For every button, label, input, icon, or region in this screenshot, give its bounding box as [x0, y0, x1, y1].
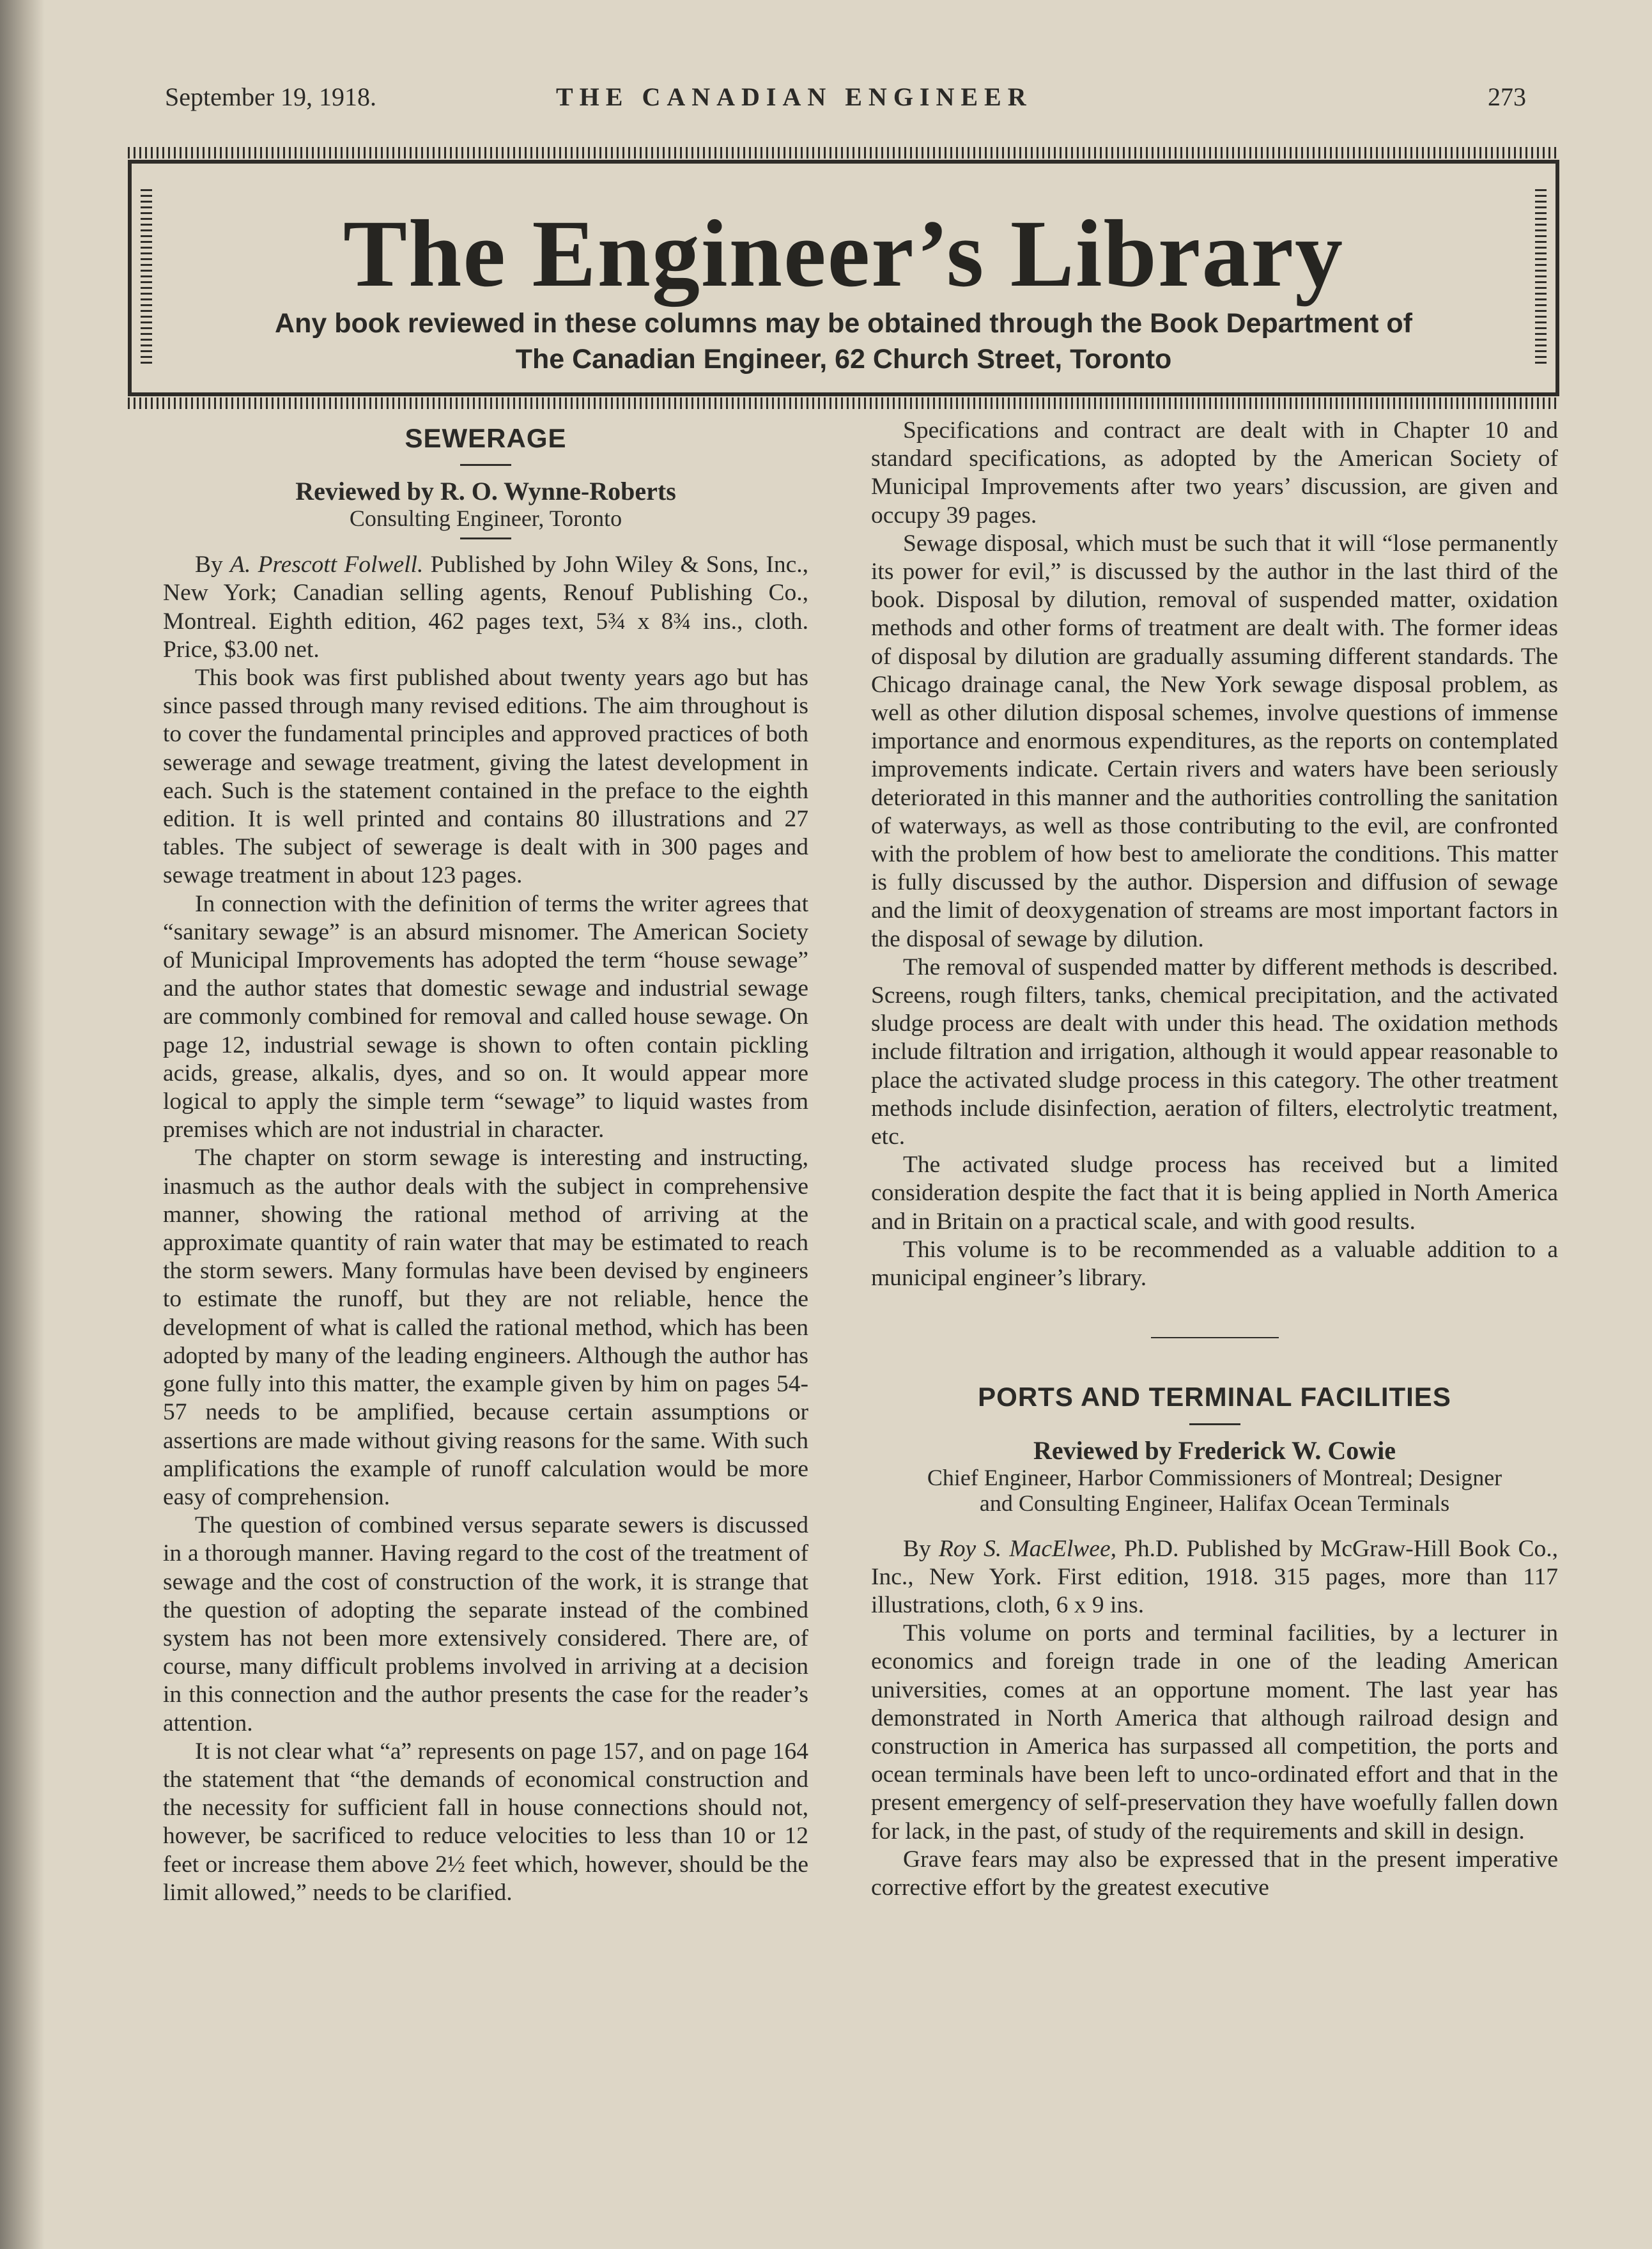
reviewer-role-line-2: and Consulting Engineer, Halifax Ocean Terminals: [979, 1490, 1450, 1516]
review-paragraph: This volume on ports and terminal facilities, by a lecturer in economics and foreign trade in one of the leading American universities, comes at an opportune moment. The last year has demonstrated in North America that although railroad design and construction in America has surpassed all competition, the ports and ocean terminals have been left to unco-ordinated effort and that in the present emergency of self-preservation they have woefully fallen down for lack, in the past, of study of the requirements and skill in design.: [871, 1620, 1558, 1844]
reviewer-name: Reviewed by R. O. Wynne-Roberts: [295, 477, 676, 506]
right-column: [871, 417, 1558, 1902]
reviewer-name: Reviewed by Frederick W. Cowie: [1033, 1435, 1396, 1465]
banner-title: The Engineer’s Library: [343, 201, 1345, 307]
section-heading-sewerage: SEWERAGE: [405, 423, 567, 453]
heading-rule: [1189, 1423, 1240, 1425]
left-column: [163, 417, 808, 1907]
publication-details: [871, 1535, 1558, 1620]
library-banner: [128, 160, 1559, 396]
review-paragraph: The removal of suspended matter by different methods is described. Screens, rough filters, tanks, chemical precipitation, and the activated sludge process are dealt with under this head. The oxidation methods include filtration and irrigation, although it would appear reasonable to place the activated sludge process in this category. The other treatment methods include disinfection, aeration of filters, electrolytic treatment, etc.: [871, 954, 1558, 1150]
banner-note: [132, 305, 1556, 377]
section-heading-ports: PORTS AND TERMINAL FACILITIES: [978, 1382, 1451, 1412]
running-head-title: THE CANADIAN ENGINEER: [556, 82, 1033, 111]
review-paragraph: This volume is to be recommended as a valuable addition to a municipal engineer’s library.: [871, 1236, 1558, 1292]
running-head-date: September 19, 1918.: [165, 82, 377, 111]
review-paragraph: The question of combined versus separate sewers is discussed in a thorough manner. Having regard to the cost of the treatment of sewage and the cost of construction of the work, it is strange that the question of adopting the separate instead of the combined system has not been more extensively considered. There are, of course, many difficult problems involved in arriving at a decision in this connection and the author presents the case for the reader’s attention.: [163, 1512, 808, 1736]
section-divider: [1151, 1337, 1279, 1338]
publication-details: [163, 551, 808, 664]
heading-rule: [460, 464, 511, 466]
reviewer-role-line-1: Chief Engineer, Harbor Commissioners of Montreal; Designer: [927, 1464, 1502, 1490]
book-author: A. Prescott Folwell.: [230, 552, 424, 578]
publication-info: Ph.D. Published by McGraw-Hill Book Co., Inc., New York. First edition, 1918. 315 pages, more than 117 illustrations, cloth, 6 x 9 ins.: [871, 1535, 1558, 1618]
review-paragraph: Grave fears may also be expressed that in the present imperative corrective effort by the greatest executive: [871, 1846, 1558, 1901]
review-paragraph: Sewage disposal, which must be such that it will “lose permanently its power for evil,” is discussed by the author in the last third of the book. Disposal by dilution, removal of suspended matter, oxidation methods and other forms of treatment are dealt with. The former ideas of disposal by dilution are gradually assuming different standards. The Chicago drainage canal, the New York sewage disposal problem, as well as other dilution disposal schemes, involve questions of immense importance and enormous expenditures, as the reports on contemplated improvements indicate. Certain rivers and waters have been seriously deteriorated in this manner and the authorities controlling the sanitation of waterways, as well as those contributing to the evil, are confronted with the problem of how best to ameliorate the conditions. This matter is fully discussed by the author. Dispersion and diffusion of sewage and the limit of deoxygenation of streams are most important factors in the disposal of sewage by dilution.: [871, 530, 1558, 952]
review-paragraph: It is not clear what “a” represents on page 157, and on page 164 the statement that “the demands of economical construction and the necessity for sufficient fall in house connections should not, however, be sacrificed to reduce velocities to less than 10 or 12 feet or increase them above 2½ feet which, however, should be the limit allowed,” needs to be clarified.: [163, 1738, 808, 1906]
review-paragraph: This book was first published about twenty years ago but has since passed through many revised editions. The aim throughout is to cover the fundamental principles and approved practices of both sewerage and sewage treatment, giving the latest development in each. Such is the statement contained in the preface to the eighth edition. It is well printed and contains 80 illustrations and 27 tables. The subject of sewerage is dealt with in 300 pages and sewage treatment in about 123 pages.: [163, 665, 808, 889]
book-author: Roy S. MacElwee,: [938, 1535, 1116, 1562]
page-gutter-shadow: [0, 0, 45, 2249]
page-number: 273: [1488, 82, 1526, 111]
by-label: By: [903, 1535, 939, 1562]
by-label: By: [195, 552, 231, 578]
publication-info: Published by John Wiley & Sons, Inc., New York; Canadian selling agents, Renouf Publishing Co., Montreal. Eighth edition, 462 pages text, 5¾ x 8¾ ins., cloth. Price, $3.00 net.: [163, 552, 808, 663]
review-paragraph: Specifications and contract are dealt with in Chapter 10 and standard specifications, as adopted by the American Society of Municipal Improvements after two years’ discussion, are given and occupy 39 pages.: [871, 417, 1558, 529]
reviewer-rule: [460, 537, 511, 539]
review-paragraph: The activated sludge process has received but a limited consideration despite the fact that it is being applied in North America and in Britain on a practical scale, and with good results.: [871, 1152, 1558, 1235]
banner-note-line-2: The Canadian Engineer, 62 Church Street, Toronto: [515, 344, 1172, 375]
banner-note-line-1: Any book reviewed in these columns may be obtained through the Book Department of: [275, 308, 1412, 339]
review-paragraph: The chapter on storm sewage is interesting and instructing, inasmuch as the author deals with the subject in comprehensive manner, showing the rational method of arriving at the approximate quantity of rain water that may be estimated to reach the storm sewers. Many formulas have been devised by engineers to estimate the runoff, but they are not reliable, hence the development of what is called the rational method, which has been adopted by many of the leading engineers. Although the author has gone fully into this matter, the example given by him on pages 54-57 needs to be amplified, because certain assumptions or assertions are made without giving reasons for the same. With such amplifications the example of runoff calculation would be more easy of comprehension.: [163, 1145, 808, 1510]
reviewer-role: Consulting Engineer, Toronto: [349, 506, 622, 532]
review-paragraph: In connection with the definition of terms the writer agrees that “sanitary sewage” is an absurd misnomer. The American Society of Municipal Improvements has adopted the term “house sewage” and the author states that domestic sewage and industrial sewage are commonly combined for removal and called house sewage. On page 12, industrial sewage is shown to often contain pickling acids, grease, alkalis, dyes, and so on. It would appear more logical to apply the simple term “sewage” to liquid wastes from premises which are not industrial in character.: [163, 890, 808, 1143]
